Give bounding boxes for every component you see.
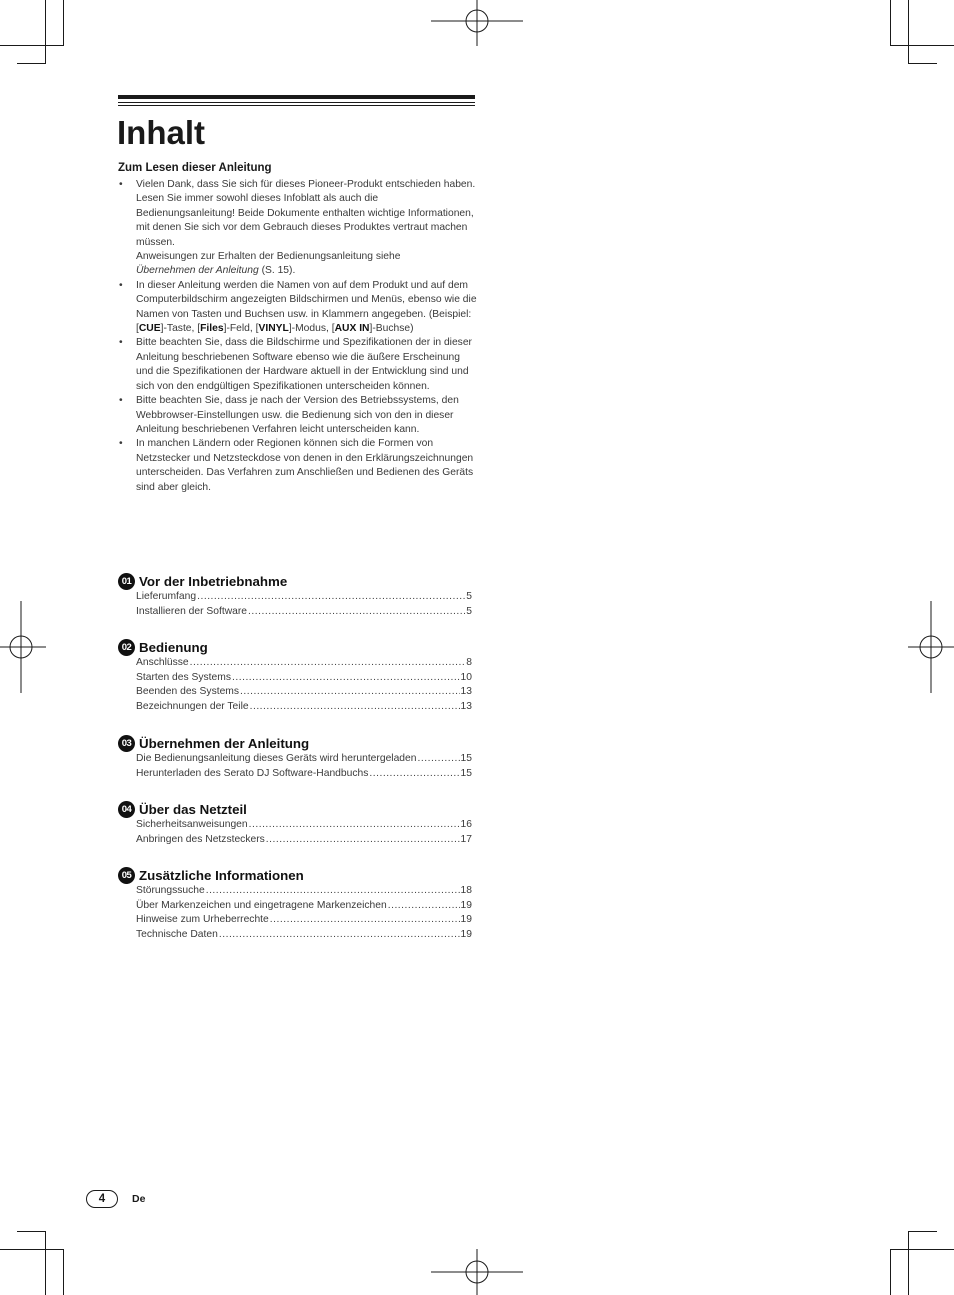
toc-entry[interactable] [136, 899, 472, 914]
dot-leader [266, 833, 460, 848]
section-header [118, 734, 478, 752]
paragraph: Lesen Sie immer sowohl dieses Infoblatt als auch die Bedienungsanleitung! Beide Dokumente enthalten wichtige Informationen, mit denen Sie sich vor dem Gebrauch dieses Produktes vertraut machen müssen. [136, 193, 474, 248]
toc-list [118, 884, 472, 942]
toc-entry[interactable] [136, 685, 472, 700]
title-rule [118, 105, 475, 106]
key-label: AUX IN [334, 323, 370, 335]
registration-mark-icon [431, 1249, 523, 1295]
section-number-badge: 05 [118, 867, 135, 884]
dot-leader [270, 913, 460, 928]
registration-mark-icon [908, 601, 954, 693]
toc-section-02 [118, 638, 478, 714]
crop-mark [891, 45, 954, 46]
dot-leader [206, 884, 460, 899]
section-header [118, 866, 478, 884]
toc-entry[interactable] [136, 884, 472, 899]
title-rule [118, 102, 475, 103]
crop-mark [0, 1249, 63, 1250]
bullet-icon: • [119, 438, 123, 450]
toc-page-number: 18 [460, 885, 472, 896]
toc-page-number: 19 [460, 914, 472, 925]
section-header [118, 572, 478, 590]
toc-entry[interactable] [136, 671, 472, 686]
cross-reference-link[interactable]: Übernehmen der Anleitung [136, 265, 259, 277]
toc-page-number: 8 [466, 657, 472, 668]
bullet-icon: • [119, 337, 123, 349]
toc-entry-label: Über Markenzeichen und eingetragene Markenzeichen [136, 899, 387, 911]
crop-mark [891, 1249, 954, 1250]
bullet-icon: • [119, 279, 123, 291]
toc-entry-label: Anbringen des Netzsteckers [136, 833, 265, 845]
section-number-badge: 03 [118, 735, 135, 752]
section-title[interactable]: Zusätzliche Informationen [139, 867, 304, 883]
paragraph-text: ]-Taste, [ [160, 323, 201, 335]
toc-entry-label: Hinweise zum Urheberrechte [136, 914, 269, 925]
paragraph-text: ]-Modus, [ [288, 323, 335, 335]
language-code: De [132, 1193, 146, 1205]
toc-list [118, 656, 472, 714]
toc-page-number: 5 [466, 605, 472, 617]
crop-mark [63, 1249, 64, 1295]
toc-page-number: 13 [460, 700, 472, 712]
dot-leader [250, 700, 460, 715]
crop-mark [63, 0, 64, 46]
section-title[interactable]: Übernehmen der Anleitung [139, 735, 310, 751]
key-label: VINYL [258, 323, 289, 335]
toc-section-05 [118, 866, 478, 942]
toc-page-number: 13 [460, 686, 472, 697]
toc-entry-label: Installieren der Software [136, 605, 248, 617]
toc-entry[interactable] [136, 833, 472, 848]
toc-page-number: 19 [460, 899, 472, 911]
toc-entry-label: Bezeichnungen der Teile [136, 700, 249, 712]
registration-mark-icon [0, 601, 46, 693]
list-item [118, 336, 478, 394]
toc-section-03 [118, 734, 478, 781]
list-item [118, 279, 478, 337]
dot-leader [388, 899, 460, 914]
toc-entry[interactable] [136, 928, 472, 943]
toc-entry[interactable] [136, 700, 472, 715]
toc-entry-label: Die Bedienungsanleitung dieses Geräts wird heruntergeladen [136, 753, 417, 764]
paragraph-text: In dieser Anleitung werden die Namen von auf dem Produkt und auf dem Computerbildschirm angezeigten Bildschirmen und Menüs, ebenso wie die Namen von Tasten und Buchsen usw. in Klammern angegeben. (Beispiel: [ [136, 279, 477, 335]
crop-mark [908, 0, 909, 63]
paragraph: In manchen Ländern oder Regionen können sich die Formen von Netzstecker und Netzsteckdose von denen in den Erklärungszeichnungen unterscheiden. Das Verfahren zum Anschließen und Bedienen des Geräts sind aber gleich. [136, 438, 474, 493]
paragraph: Bitte beachten Sie, dass die Bildschirme und Spezifikationen der in dieser Anleitung beschriebenen Software ebenso wie die äußere Erscheinung und die Spezifikationen der Hardware aktuell in der Entwicklung sind und sich von den endgültigen Spezifikationen unterscheiden können. [136, 337, 472, 392]
toc-entry[interactable] [136, 752, 472, 767]
toc-page-number: 19 [460, 928, 472, 940]
list-item [118, 394, 478, 437]
toc-list [118, 590, 472, 619]
toc-entry[interactable] [136, 818, 472, 833]
registration-mark-icon [431, 0, 523, 46]
dot-leader [219, 928, 460, 943]
dot-leader [240, 685, 460, 700]
section-header [118, 800, 478, 818]
list-item [118, 437, 478, 495]
section-title[interactable]: Vor der Inbetriebnahme [139, 573, 288, 589]
dot-leader [190, 656, 466, 671]
toc-list [118, 818, 472, 847]
key-label: CUE [138, 323, 161, 335]
paragraph: Anweisungen zur Erhalten der Bedienungsanleitung siehe [136, 251, 401, 263]
dot-leader [369, 767, 459, 782]
toc-entry-label: Sicherheitsanweisungen [136, 819, 248, 830]
key-label: Files [200, 323, 224, 335]
paragraph: Bitte beachten Sie, dass je nach der Version des Betriebssystems, den Webbrowser-Einstellungen usw. die Bedienung sich von den in dieser Anleitung beschriebenen Verfahren leicht unterscheiden kann. [136, 395, 459, 435]
toc-entry[interactable] [136, 656, 472, 671]
paragraph-text: (S. 15). [258, 265, 296, 277]
crop-mark [17, 63, 46, 64]
toc-section-04 [118, 800, 478, 847]
toc-page-number: 16 [460, 819, 472, 830]
crop-mark [890, 1249, 891, 1295]
toc-page-number: 15 [460, 753, 472, 764]
crop-mark [45, 0, 46, 63]
crop-mark [890, 0, 891, 46]
dot-leader [248, 605, 465, 620]
toc-page-number: 10 [460, 671, 472, 683]
dot-leader [232, 671, 460, 686]
toc-entry[interactable] [136, 590, 472, 605]
section-header [118, 638, 478, 656]
crop-mark [908, 1231, 937, 1232]
crop-mark [45, 1232, 46, 1295]
dot-leader [249, 818, 460, 833]
toc-entry[interactable] [136, 767, 472, 782]
bullet-icon: • [119, 179, 123, 190]
list-item [118, 178, 478, 279]
toc-list [118, 752, 472, 781]
toc-entry-label: Lieferumfang [136, 591, 197, 602]
toc-entry-label: Störungssuche [136, 885, 205, 896]
paragraph-text: ]-Feld, [ [223, 323, 259, 335]
toc-entry-label: Starten des Systems [136, 671, 231, 683]
crop-mark [908, 1232, 909, 1295]
paragraph-text: ]-Buchse) [369, 323, 414, 335]
toc-entry-label: Anschlüsse [136, 657, 189, 668]
toc-page-number: 15 [460, 767, 472, 779]
toc-entry-label: Technische Daten [136, 928, 218, 940]
dot-leader [197, 590, 465, 605]
toc-entry-label: Herunterladen des Serato DJ Software-Handbuchs [136, 767, 369, 779]
toc-entry[interactable] [136, 605, 472, 620]
crop-mark [17, 1231, 46, 1232]
toc-section-01 [118, 572, 478, 619]
section-number-badge: 01 [118, 573, 135, 590]
section-number-badge: 02 [118, 639, 135, 656]
bullet-icon: • [119, 395, 123, 407]
paragraph: Vielen Dank, dass Sie sich für dieses Pioneer-Produkt entschieden haben. [136, 179, 476, 190]
section-title[interactable]: Bedienung [139, 639, 208, 655]
crop-mark [0, 45, 63, 46]
intro-heading: Zum Lesen dieser Anleitung [118, 162, 272, 174]
dot-leader [418, 752, 460, 767]
page-title: Inhalt [117, 114, 205, 151]
crop-mark [908, 63, 937, 64]
intro-bullet-list [118, 178, 478, 495]
paragraph [136, 279, 478, 337]
toc-page-number: 5 [466, 591, 472, 602]
paragraph [136, 264, 478, 278]
toc-entry-label: Beenden des Systems [136, 686, 240, 697]
toc-entry[interactable] [136, 913, 472, 928]
page-number-badge: 4 [86, 1190, 118, 1208]
section-number-badge: 04 [118, 801, 135, 818]
toc-page-number: 17 [460, 833, 472, 845]
section-title[interactable]: Über das Netzteil [139, 801, 247, 817]
title-rule [118, 95, 475, 99]
